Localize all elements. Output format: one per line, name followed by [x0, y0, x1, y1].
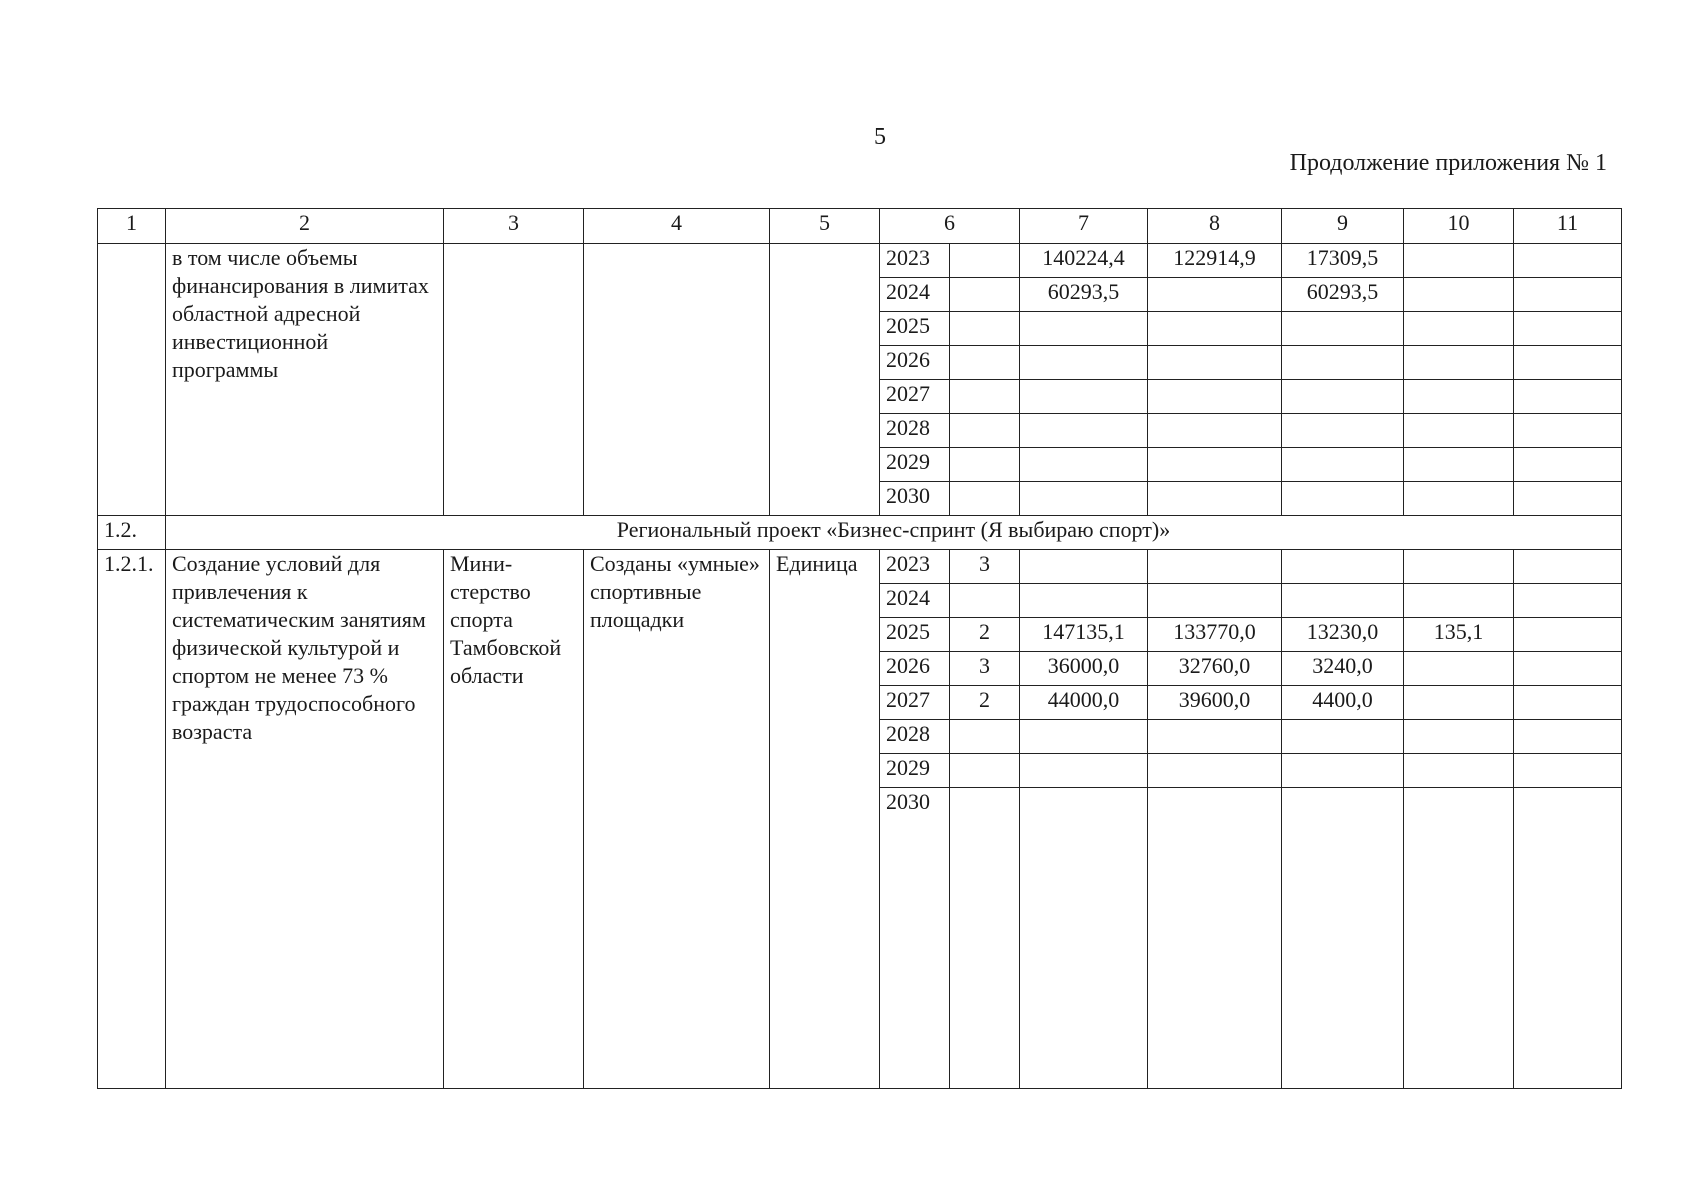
amount-col11-cell [1514, 754, 1622, 788]
quantity-cell [950, 312, 1020, 346]
year-cell: 2023 [880, 244, 950, 278]
amount-col11-cell [1514, 686, 1622, 720]
quantity-cell: 2 [950, 618, 1020, 652]
amount-col10-cell [1404, 720, 1514, 754]
amount-col11-cell [1514, 244, 1622, 278]
amount-col8-cell: 32760,0 [1148, 652, 1282, 686]
amount-col8-cell [1148, 414, 1282, 448]
result-cell: Созданы «умные» спортивные площадки [584, 550, 770, 1089]
amount-col11-cell [1514, 380, 1622, 414]
amount-total-cell [1020, 550, 1148, 584]
amount-col10-cell [1404, 788, 1514, 1089]
amount-col9-cell [1282, 312, 1404, 346]
amount-col10-cell: 135,1 [1404, 618, 1514, 652]
year-cell: 2028 [880, 720, 950, 754]
column-header: 11 [1514, 209, 1622, 244]
amount-col10-cell [1404, 278, 1514, 312]
description-cell: в том числе объемы финансирования в лимитах областной адресной инвестиционной программы [166, 244, 444, 516]
column-header: 8 [1148, 209, 1282, 244]
amount-col8-cell [1148, 448, 1282, 482]
amount-col9-cell [1282, 720, 1404, 754]
quantity-cell [950, 754, 1020, 788]
amount-total-cell: 44000,0 [1020, 686, 1148, 720]
quantity-cell [950, 346, 1020, 380]
quantity-cell [950, 414, 1020, 448]
quantity-cell [950, 244, 1020, 278]
financing-table [97, 208, 1622, 1089]
year-cell: 2030 [880, 482, 950, 516]
amount-col8-cell [1148, 550, 1282, 584]
amount-col11-cell [1514, 788, 1622, 1089]
year-cell: 2027 [880, 686, 950, 720]
column-header: 6 [880, 209, 1020, 244]
quantity-cell: 3 [950, 652, 1020, 686]
amount-col9-cell [1282, 550, 1404, 584]
quantity-cell [950, 278, 1020, 312]
amount-col10-cell [1404, 380, 1514, 414]
amount-col11-cell [1514, 482, 1622, 516]
amount-col10-cell [1404, 244, 1514, 278]
amount-total-cell [1020, 312, 1148, 346]
column-header: 7 [1020, 209, 1148, 244]
amount-col9-cell [1282, 754, 1404, 788]
amount-col9-cell: 13230,0 [1282, 618, 1404, 652]
unit-cell [770, 244, 880, 516]
amount-col11-cell [1514, 550, 1622, 584]
amount-col9-cell [1282, 584, 1404, 618]
quantity-cell [950, 584, 1020, 618]
amount-col9-cell [1282, 448, 1404, 482]
executor-cell: Мини-стерство спорта Тамбовской области [444, 550, 584, 1089]
year-cell: 2025 [880, 312, 950, 346]
year-cell: 2026 [880, 346, 950, 380]
amount-col8-cell [1148, 720, 1282, 754]
amount-total-cell: 147135,1 [1020, 618, 1148, 652]
amount-col8-cell: 133770,0 [1148, 618, 1282, 652]
amount-col11-cell [1514, 448, 1622, 482]
amount-col8-cell [1148, 312, 1282, 346]
amount-col8-cell [1148, 380, 1282, 414]
year-cell: 2025 [880, 618, 950, 652]
amount-total-cell [1020, 788, 1148, 1089]
section-title: Региональный проект «Бизнес-спринт (Я выбираю спорт)» [166, 516, 1622, 550]
column-header: 4 [584, 209, 770, 244]
amount-col11-cell [1514, 312, 1622, 346]
amount-col11-cell [1514, 278, 1622, 312]
amount-col9-cell: 17309,5 [1282, 244, 1404, 278]
description-cell: Создание условий для привлечения к систематическим занятиям физической культурой и спортом не менее 73 % граждан трудоспособного возраста [166, 550, 444, 1089]
table-row [98, 550, 1622, 584]
amount-col9-cell: 60293,5 [1282, 278, 1404, 312]
amount-col11-cell [1514, 584, 1622, 618]
quantity-cell [950, 482, 1020, 516]
section-number: 1.2. [98, 516, 166, 550]
column-header: 10 [1404, 209, 1514, 244]
quantity-cell [950, 788, 1020, 1089]
amount-col9-cell [1282, 414, 1404, 448]
quantity-cell: 3 [950, 550, 1020, 584]
amount-total-cell [1020, 380, 1148, 414]
page-number: 5 [874, 124, 886, 150]
row-number-cell: 1.2.1. [98, 550, 166, 1089]
table-row [98, 244, 1622, 278]
amount-col10-cell [1404, 312, 1514, 346]
amount-total-cell: 60293,5 [1020, 278, 1148, 312]
amount-total-cell [1020, 346, 1148, 380]
amount-col8-cell [1148, 788, 1282, 1089]
amount-col10-cell [1404, 482, 1514, 516]
section-row [98, 516, 1622, 550]
year-cell: 2023 [880, 550, 950, 584]
amount-total-cell [1020, 584, 1148, 618]
amount-col9-cell [1282, 788, 1404, 1089]
amount-col11-cell [1514, 414, 1622, 448]
column-header: 5 [770, 209, 880, 244]
amount-col11-cell [1514, 618, 1622, 652]
amount-col8-cell: 122914,9 [1148, 244, 1282, 278]
amount-col10-cell [1404, 584, 1514, 618]
column-header-row [98, 209, 1622, 244]
amount-total-cell [1020, 482, 1148, 516]
amount-col9-cell [1282, 380, 1404, 414]
amount-col11-cell [1514, 720, 1622, 754]
amount-total-cell [1020, 414, 1148, 448]
amount-total-cell [1020, 448, 1148, 482]
amount-total-cell: 140224,4 [1020, 244, 1148, 278]
amount-col10-cell [1404, 754, 1514, 788]
year-cell: 2027 [880, 380, 950, 414]
amount-total-cell [1020, 754, 1148, 788]
amount-col8-cell [1148, 584, 1282, 618]
quantity-cell [950, 720, 1020, 754]
amount-col10-cell [1404, 414, 1514, 448]
column-header: 9 [1282, 209, 1404, 244]
column-header: 3 [444, 209, 584, 244]
amount-col10-cell [1404, 448, 1514, 482]
year-cell: 2024 [880, 584, 950, 618]
amount-total-cell: 36000,0 [1020, 652, 1148, 686]
year-cell: 2026 [880, 652, 950, 686]
amount-col8-cell [1148, 754, 1282, 788]
quantity-cell [950, 380, 1020, 414]
year-cell: 2030 [880, 788, 950, 1089]
quantity-cell [950, 448, 1020, 482]
amount-total-cell [1020, 720, 1148, 754]
amount-col9-cell [1282, 346, 1404, 380]
column-header: 1 [98, 209, 166, 244]
amount-col10-cell [1404, 346, 1514, 380]
continuation-label: Продолжение приложения № 1 [1289, 150, 1607, 176]
amount-col8-cell [1148, 346, 1282, 380]
amount-col8-cell [1148, 482, 1282, 516]
row-number-cell [98, 244, 166, 516]
amount-col11-cell [1514, 346, 1622, 380]
column-header: 2 [166, 209, 444, 244]
year-cell: 2029 [880, 754, 950, 788]
quantity-cell: 2 [950, 686, 1020, 720]
amount-col11-cell [1514, 652, 1622, 686]
year-cell: 2024 [880, 278, 950, 312]
year-cell: 2029 [880, 448, 950, 482]
year-cell: 2028 [880, 414, 950, 448]
result-cell [584, 244, 770, 516]
amount-col9-cell: 3240,0 [1282, 652, 1404, 686]
amount-col8-cell: 39600,0 [1148, 686, 1282, 720]
executor-cell [444, 244, 584, 516]
amount-col9-cell [1282, 482, 1404, 516]
amount-col10-cell [1404, 652, 1514, 686]
amount-col10-cell [1404, 550, 1514, 584]
amount-col8-cell [1148, 278, 1282, 312]
amount-col10-cell [1404, 686, 1514, 720]
amount-col9-cell: 4400,0 [1282, 686, 1404, 720]
unit-cell: Единица [770, 550, 880, 1089]
